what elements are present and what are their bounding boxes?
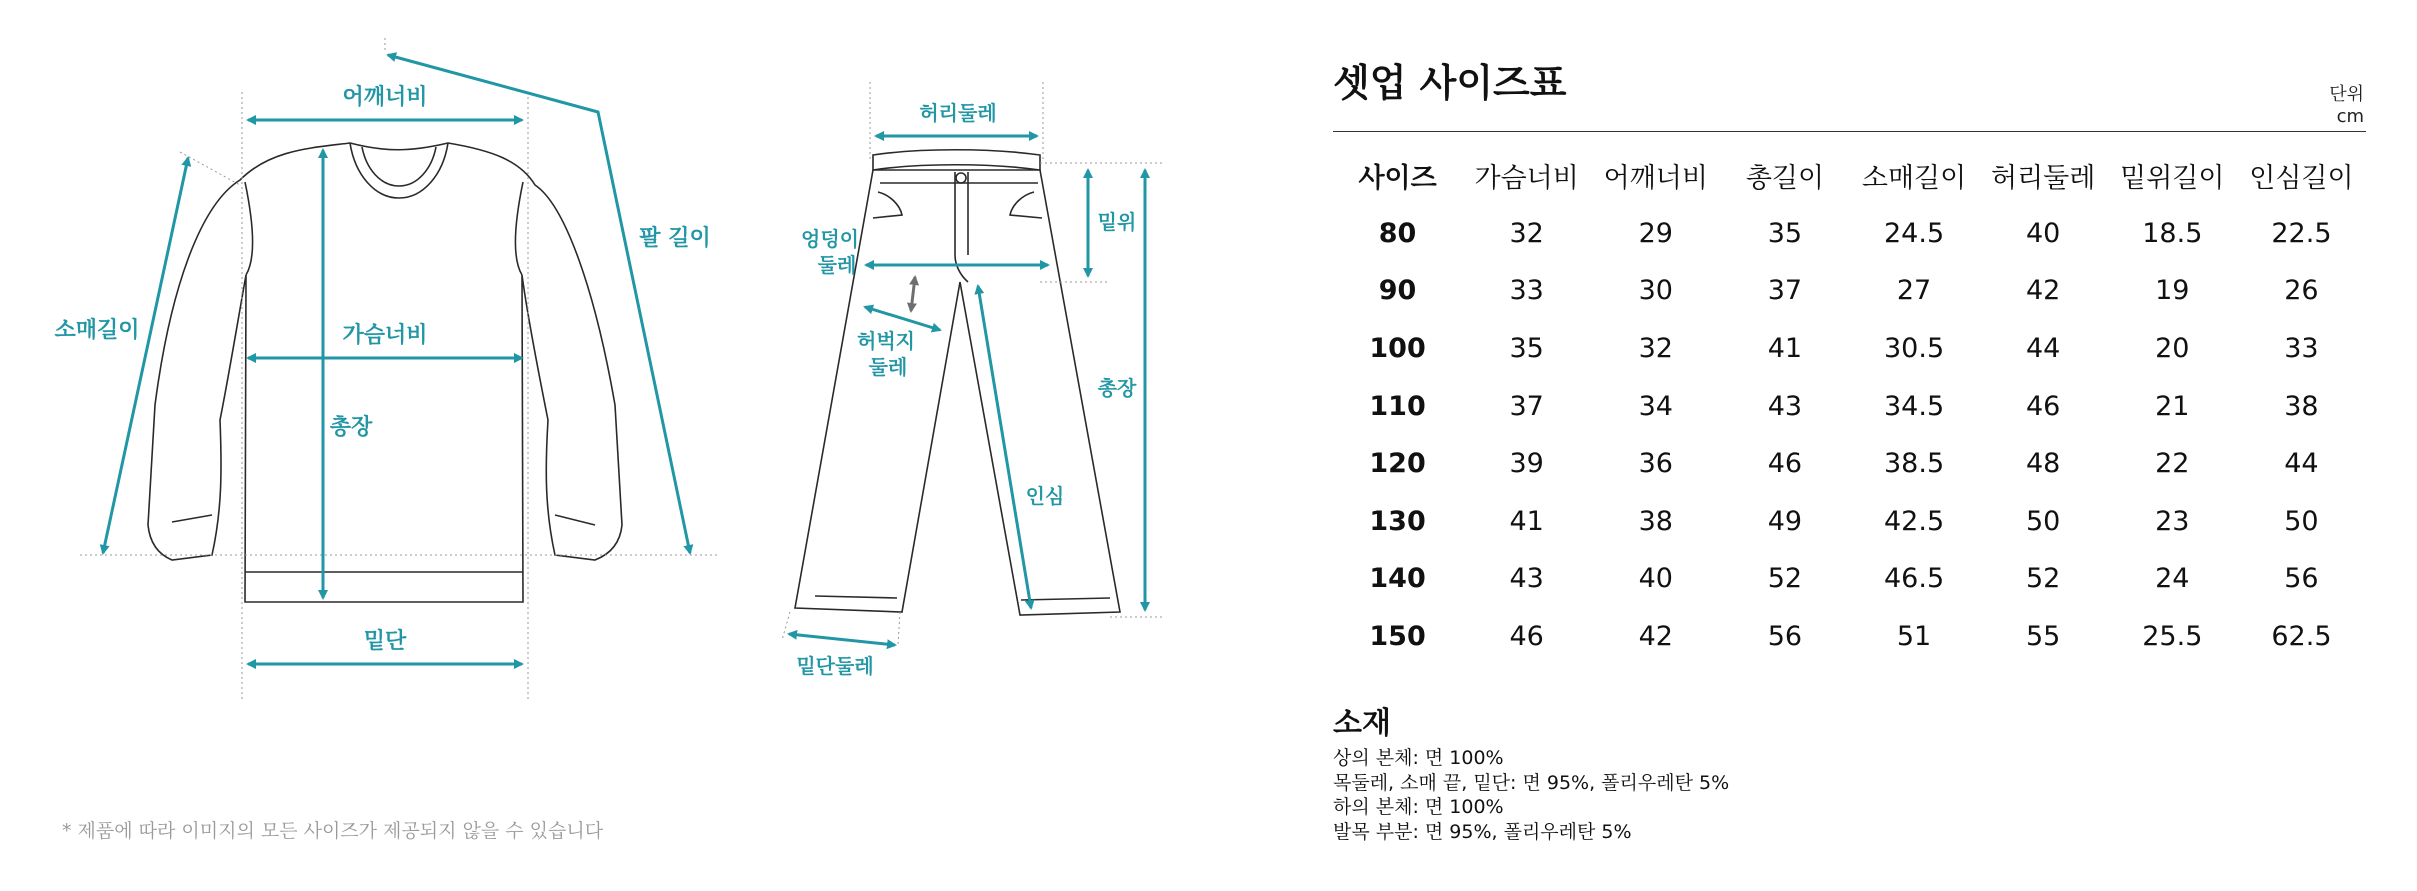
table-cell: 37 bbox=[1509, 390, 1544, 422]
table-row bbox=[1333, 435, 2366, 493]
table-row bbox=[1333, 320, 2366, 378]
sleeve-length-arrow bbox=[103, 158, 188, 553]
table-cell: 42 bbox=[1638, 621, 1673, 653]
table-cell: 43 bbox=[1767, 390, 1803, 422]
table-cell: 24 bbox=[2155, 563, 2190, 595]
sweatshirt-illustration bbox=[148, 143, 622, 602]
pants-illustration bbox=[795, 150, 1120, 615]
pants-measure-arrows bbox=[789, 136, 1145, 645]
table-cell: 42 bbox=[2026, 275, 2061, 307]
table-cell: 56 bbox=[2284, 563, 2319, 595]
label-shoulder-width: 어깨너비 bbox=[342, 85, 428, 110]
table-cell: 46 bbox=[1509, 621, 1544, 653]
table-row bbox=[1333, 493, 2366, 551]
table-cell: 49 bbox=[1767, 505, 1803, 537]
table-cell: 52 bbox=[2026, 563, 2061, 595]
material-title: 소재 bbox=[1333, 706, 1391, 741]
table-cell: 33 bbox=[1509, 275, 1544, 307]
label-thigh-line1: 허벅지 bbox=[857, 329, 915, 353]
inseam-arrow bbox=[978, 286, 1031, 608]
column-header: 사이즈 bbox=[1358, 163, 1437, 195]
table-cell: 140 bbox=[1369, 563, 1426, 595]
table-row bbox=[1333, 205, 2366, 263]
table-cell: 22.5 bbox=[2271, 217, 2332, 249]
table-cell: 130 bbox=[1369, 505, 1426, 537]
table-row bbox=[1333, 377, 2366, 435]
table-cell: 51 bbox=[1896, 621, 1932, 653]
material-item: 상의 본체: 면 100% bbox=[1333, 747, 1504, 769]
size-table bbox=[1333, 147, 2366, 665]
table-cell: 35 bbox=[1767, 217, 1803, 249]
table-header-row bbox=[1333, 147, 2366, 205]
column-header: 가슴너비 bbox=[1474, 163, 1579, 195]
label-thigh-line2: 둘레 bbox=[868, 355, 908, 379]
table-cell: 23 bbox=[2155, 505, 2190, 537]
label-hip-line1: 엉덩이 bbox=[801, 227, 859, 251]
label-total-length: 총장 bbox=[329, 415, 373, 440]
table-cell: 56 bbox=[1767, 621, 1803, 653]
table-cell: 24.5 bbox=[1884, 217, 1945, 249]
table-cell: 55 bbox=[2026, 621, 2061, 653]
table-cell: 38 bbox=[2284, 390, 2319, 422]
table-cell: 50 bbox=[2284, 505, 2319, 537]
column-header: 어깨너비 bbox=[1603, 163, 1708, 195]
table-cell: 29 bbox=[1638, 217, 1673, 249]
table-cell: 37 bbox=[1767, 275, 1803, 307]
table-cell: 100 bbox=[1369, 333, 1426, 365]
table-cell: 41 bbox=[1509, 505, 1544, 537]
table-cell: 46 bbox=[1767, 448, 1803, 480]
thigh-arrow bbox=[865, 307, 940, 330]
table-cell: 41 bbox=[1767, 333, 1803, 365]
label-chest-width: 가슴너비 bbox=[342, 323, 428, 348]
table-cell: 25.5 bbox=[2142, 621, 2203, 653]
table-row bbox=[1333, 550, 2366, 608]
table-cell: 35 bbox=[1509, 333, 1544, 365]
column-header: 소매길이 bbox=[1861, 163, 1967, 195]
table-cell: 90 bbox=[1378, 275, 1417, 307]
unit-label: 단위 cm bbox=[2329, 84, 2364, 127]
table-cell: 110 bbox=[1369, 390, 1426, 422]
table-cell: 20 bbox=[2155, 333, 2190, 365]
table-cell: 42.5 bbox=[1884, 505, 1945, 537]
table-cell: 32 bbox=[1638, 333, 1673, 365]
table-cell: 44 bbox=[2284, 448, 2319, 480]
table-cell: 19 bbox=[2155, 275, 2190, 307]
label-hip-line2: 둘레 bbox=[817, 253, 857, 277]
table-row bbox=[1333, 262, 2366, 320]
table-cell: 22 bbox=[2155, 448, 2190, 480]
table-cell: 38 bbox=[1638, 505, 1673, 537]
table-cell: 150 bbox=[1369, 621, 1426, 653]
label-sleeve-length: 소매길이 bbox=[54, 318, 140, 343]
table-row bbox=[1333, 608, 2366, 666]
table-cell: 80 bbox=[1378, 217, 1417, 249]
column-header: 밑위길이 bbox=[2120, 163, 2225, 195]
table-cell: 50 bbox=[2026, 505, 2061, 537]
material-item: 하의 본체: 면 100% bbox=[1333, 796, 1504, 818]
material-item: 목둘레, 소매 끝, 밑단: 면 95%, 폴리우레탄 5% bbox=[1333, 771, 1730, 794]
table-cell: 26 bbox=[2284, 275, 2319, 307]
table-cell: 36 bbox=[1638, 448, 1673, 480]
table-cell: 120 bbox=[1369, 448, 1426, 480]
title-divider bbox=[1333, 131, 2366, 132]
page-title: 셋업 사이즈표 bbox=[1333, 61, 1567, 105]
table-cell: 30.5 bbox=[1884, 333, 1945, 365]
table-cell: 32 bbox=[1509, 217, 1544, 249]
label-hem: 밑단 bbox=[363, 629, 407, 654]
pants-guide-lines bbox=[782, 82, 1165, 645]
column-header: 총길이 bbox=[1745, 163, 1825, 195]
table-cell: 40 bbox=[1638, 563, 1673, 595]
hem-pants-arrow bbox=[789, 634, 895, 645]
table-cell: 18.5 bbox=[2142, 217, 2203, 249]
table-cell: 27 bbox=[1896, 275, 1932, 307]
label-rise: 밑위 bbox=[1097, 210, 1137, 234]
thigh-depth-arrow bbox=[911, 277, 915, 311]
table-cell: 62.5 bbox=[2271, 621, 2332, 653]
table-cell: 34 bbox=[1638, 390, 1673, 422]
table-cell: 44 bbox=[2026, 333, 2061, 365]
table-cell: 39 bbox=[1509, 448, 1544, 480]
table-cell: 33 bbox=[2284, 333, 2319, 365]
arm-length-arrow bbox=[388, 55, 690, 553]
material-list bbox=[1333, 746, 1729, 844]
column-header: 인심길이 bbox=[2249, 163, 2354, 195]
label-waist: 허리둘레 bbox=[919, 101, 997, 125]
table-cell: 34.5 bbox=[1884, 390, 1945, 422]
table-cell: 43 bbox=[1509, 563, 1544, 595]
column-header: 허리둘레 bbox=[1991, 163, 2096, 195]
label-hem-pants: 밑단둘레 bbox=[796, 654, 874, 678]
label-total-length-pants: 총장 bbox=[1097, 376, 1137, 400]
table-cell: 46 bbox=[2026, 390, 2061, 422]
table-cell: 52 bbox=[1767, 563, 1803, 595]
table-cell: 21 bbox=[2155, 390, 2190, 422]
label-inseam: 인심 bbox=[1025, 484, 1065, 508]
table-cell: 30 bbox=[1638, 275, 1673, 307]
table-cell: 46.5 bbox=[1884, 563, 1945, 595]
table-cell: 40 bbox=[2026, 217, 2061, 249]
sweatshirt-guide-lines bbox=[80, 38, 720, 700]
footnote: * 제품에 따라 이미지의 모든 사이즈가 제공되지 않을 수 있습니다 bbox=[62, 820, 604, 842]
table-body bbox=[1333, 205, 2366, 666]
table-cell: 48 bbox=[2026, 448, 2061, 480]
label-arm-length: 팔 길이 bbox=[639, 226, 711, 251]
table-cell: 38.5 bbox=[1884, 448, 1945, 480]
material-item: 발목 부분: 면 95%, 폴리우레탄 5% bbox=[1333, 820, 1632, 843]
